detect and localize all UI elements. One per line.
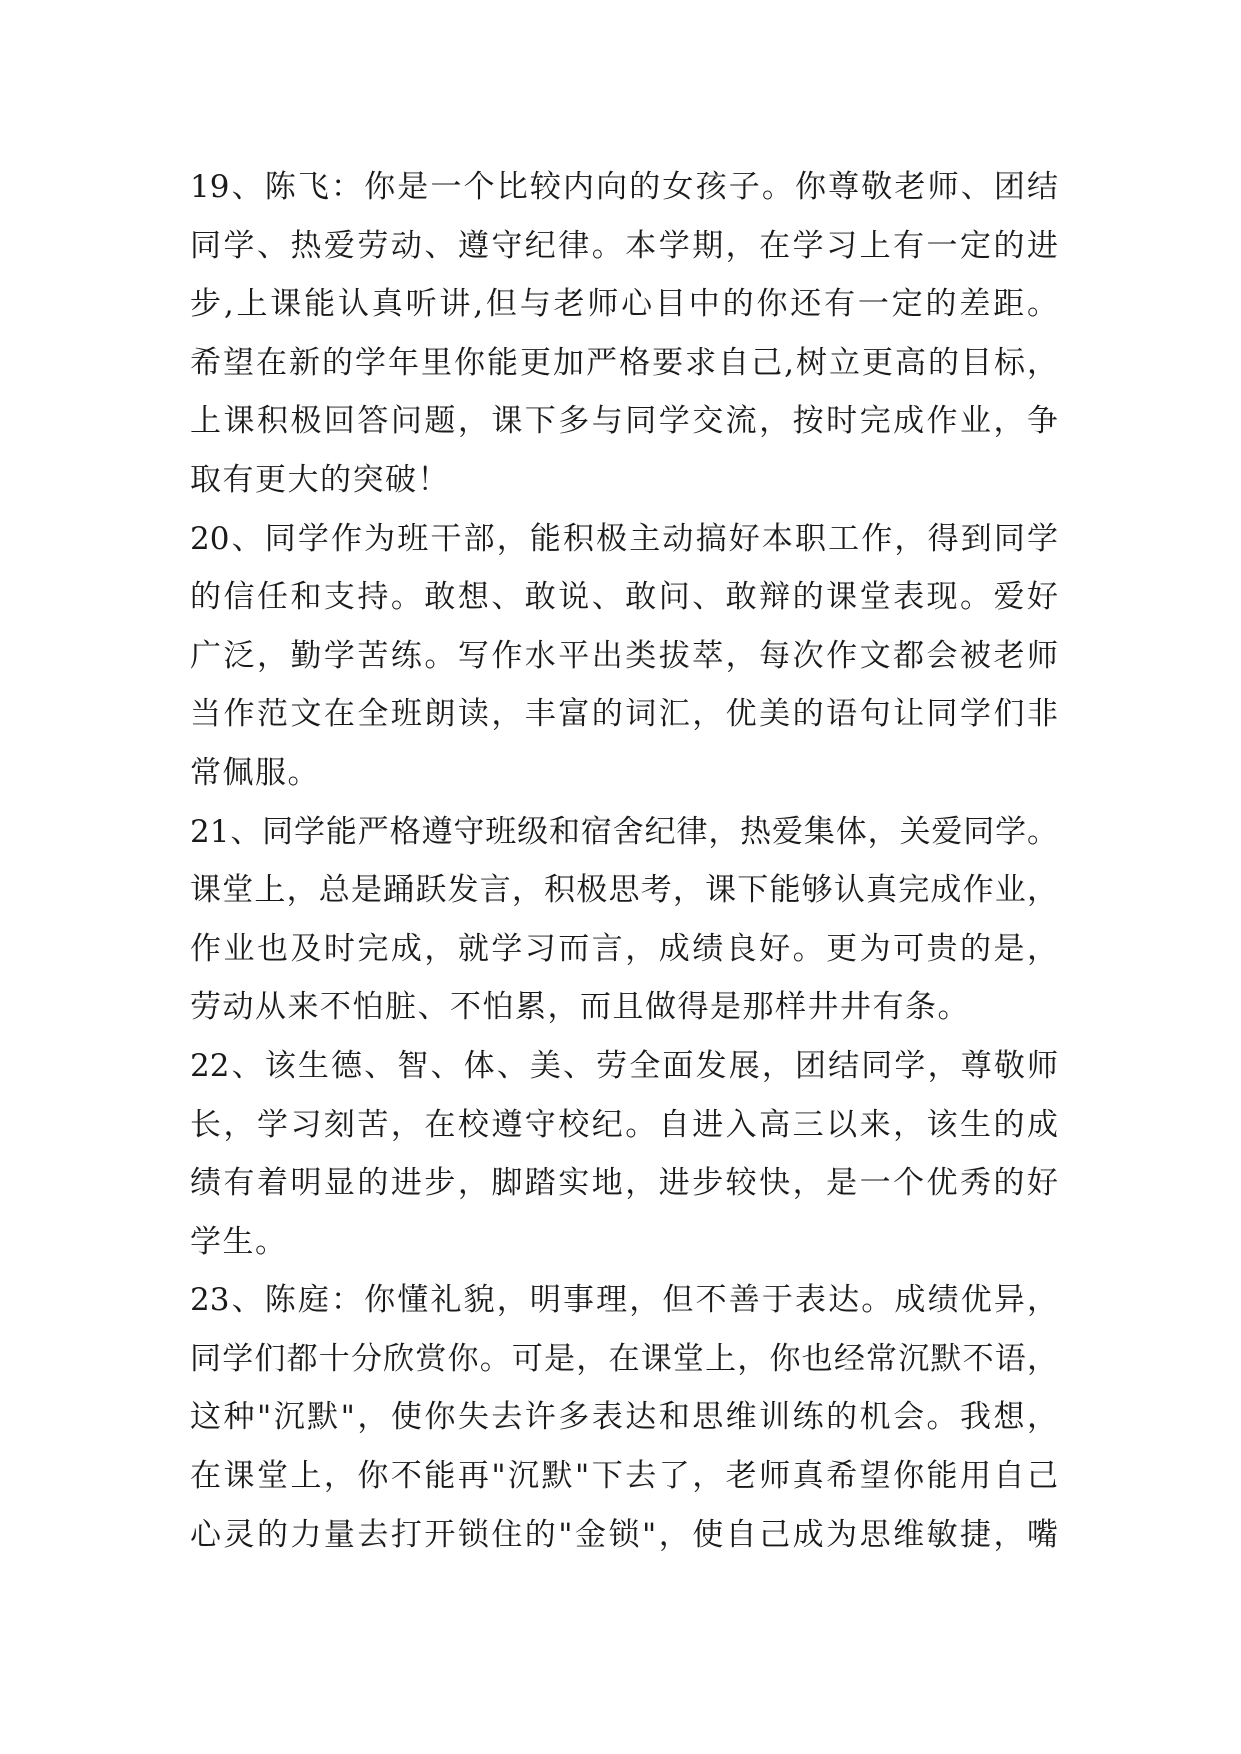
text-line: 常佩服。 xyxy=(190,754,320,791)
text-line: 20、同学作为班干部，能积极主动搞好本职工作，得到同学 xyxy=(190,520,1058,557)
text-line: 同学、热爱劳动、遵守纪律。本学期，在学习上有一定的进 xyxy=(190,227,1058,264)
text-line: 当作范文在全班朗读，丰富的词汇，优美的语句让同学们非 xyxy=(190,696,1058,733)
text-line: 这种"沉默"，使你失去许多表达和思维训练的机会。我想， xyxy=(190,1399,1058,1436)
text-line: 劳动从来不怕脏、不怕累，而且做得是那样井井有条。 xyxy=(190,989,970,1026)
text-line: 19、陈飞：你是一个比较内向的女孩子。你尊敬老师、团结 xyxy=(190,169,1058,205)
text-line: 在课堂上，你不能再"沉默"下去了，老师真希望你能用自己 xyxy=(190,1458,1058,1495)
text-line: 上课积极回答问题，课下多与同学交流，按时完成作业，争 xyxy=(190,403,1058,440)
text-line: 的信任和支持。敢想、敢说、敢问、敢辩的课堂表现。爱好 xyxy=(190,579,1058,616)
text-line: 23、陈庭：你懂礼貌，明事理，但不善于表达。成绩优异， xyxy=(190,1282,1058,1319)
text-line: 步,上课能认真听讲,但与老师心目中的你还有一定的差距。 xyxy=(190,286,1058,323)
text-line: 取有更大的突破！ xyxy=(190,461,450,498)
text-line: 广泛，勤学苦练。写作水平出类拔萃，每次作文都会被老师 xyxy=(190,637,1058,674)
text-line: 学生。 xyxy=(190,1223,288,1260)
text-line: 希望在新的学年里你能更加严格要求自己,树立更高的目标， xyxy=(190,344,1058,381)
text-line: 心灵的力量去打开锁住的"金锁"，使自己成为思维敏捷，嘴 xyxy=(190,1516,1058,1553)
document-page xyxy=(190,158,1058,1564)
text-line: 长，学习刻苦，在校遵守校纪。自进入高三以来，该生的成 xyxy=(190,1106,1058,1143)
text-line: 课堂上，总是踊跃发言，积极思考，课下能够认真完成作业， xyxy=(190,872,1058,909)
text-line: 22、该生德、智、体、美、劳全面发展，团结同学，尊敬师 xyxy=(190,1047,1058,1084)
text-line: 21、同学能严格遵守班级和宿舍纪律，热爱集体，关爱同学。 xyxy=(190,813,1058,850)
text-line: 同学们都十分欣赏你。可是，在课堂上，你也经常沉默不语， xyxy=(190,1340,1058,1377)
text-line: 绩有着明显的进步，脚踏实地，进步较快，是一个优秀的好 xyxy=(190,1165,1058,1202)
text-line: 作业也及时完成，就学习而言，成绩良好。更为可贵的是， xyxy=(190,930,1058,967)
